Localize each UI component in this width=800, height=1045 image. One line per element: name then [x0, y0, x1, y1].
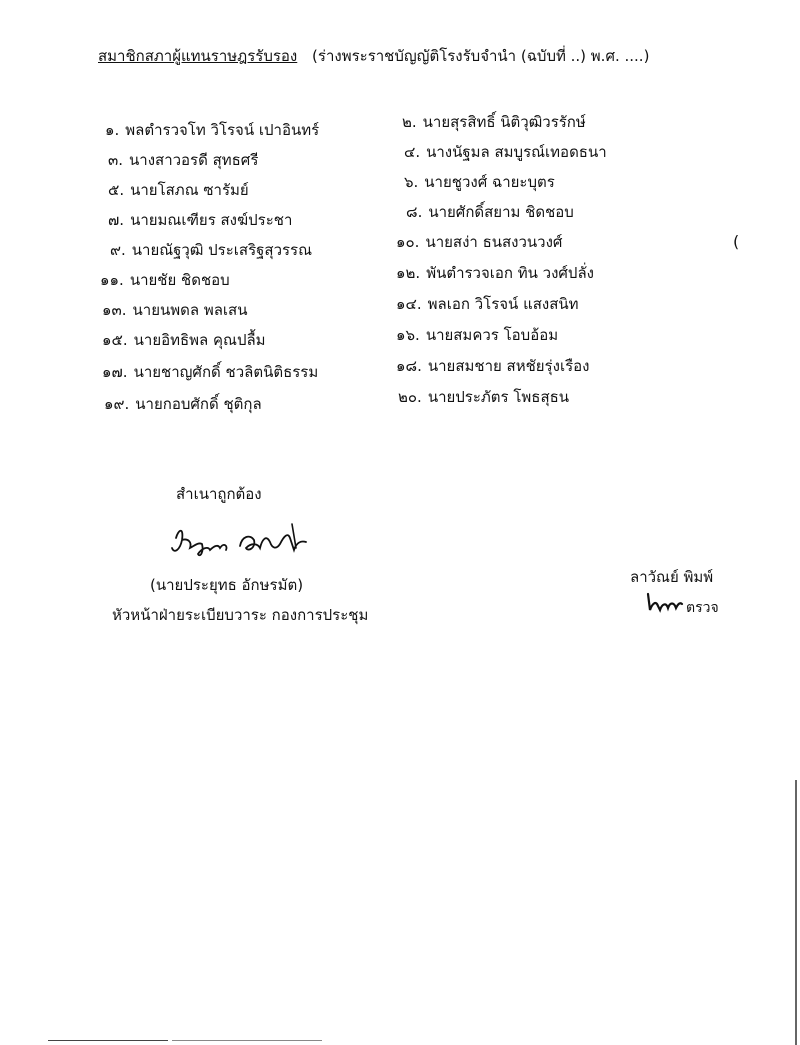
- member-name: นายชูวงศ์ ฉายะบุตร: [424, 173, 555, 191]
- member-name: นายสมชาย สหชัยรุ่งเรือง: [427, 357, 590, 375]
- member-item: [110, 238, 312, 262]
- page-edge-line: [48, 1040, 168, 1041]
- member-number: ๑๐.: [396, 233, 420, 251]
- member-item: [396, 292, 579, 316]
- member-item: [104, 392, 262, 416]
- member-number: ๗.: [108, 211, 125, 229]
- member-item: [102, 328, 266, 352]
- member-name: นายศักดิ์สยาม ชิดชอบ: [428, 203, 574, 221]
- member-item: [100, 268, 230, 292]
- member-item: [396, 354, 589, 378]
- header-subtitle: (ร่างพระราชบัญญัติโรงรับจำนำ (ฉบับที่ ..) พ.ศ. ....): [312, 47, 650, 65]
- member-number: ๑.: [105, 121, 120, 139]
- member-number: ๒๐.: [398, 388, 422, 406]
- member-item: [102, 360, 318, 384]
- checker-initials: [644, 590, 684, 614]
- member-name: นายประภัตร โพธสุธน: [427, 388, 570, 406]
- certification-label: สำเนาถูกต้อง: [176, 485, 262, 503]
- member-item: [108, 178, 249, 202]
- member-number: ๘.: [406, 203, 423, 221]
- scan-edge-line: [795, 780, 797, 1045]
- member-number: ๓.: [108, 151, 124, 169]
- member-name: นายสง่า ธนสงวนวงศ์: [425, 233, 563, 251]
- member-number: ๑๑.: [100, 271, 124, 289]
- member-number: ๕.: [108, 181, 125, 199]
- member-name: นายสุรสิทธิ์ นิติวุฒิวรรักษ์: [422, 113, 586, 131]
- member-item: [396, 261, 594, 285]
- member-name: พลตำรวจโท วิโรจน์ เปาอินทร์: [125, 121, 320, 139]
- member-item: [404, 140, 607, 164]
- member-number: ๑๖.: [396, 326, 420, 344]
- member-number: ๔.: [404, 143, 421, 161]
- stray-mark: (: [733, 232, 740, 251]
- member-item: [102, 298, 247, 322]
- page-edge-line: [172, 1040, 322, 1041]
- header-title: สมาชิกสภาผู้แทนราษฎรรับรอง: [98, 47, 298, 65]
- member-name: นายมณเฑียร สงฆ์ประชา: [130, 211, 293, 229]
- member-item: [108, 148, 258, 172]
- member-item: [108, 208, 292, 232]
- check-label: ตรวจ: [686, 600, 719, 616]
- member-name: นายสมควร โอบอ้อม: [425, 326, 559, 344]
- member-name: นายนพดล พลเสน: [132, 301, 248, 319]
- signer-name: (นายประยุทธ อักษรมัต): [150, 576, 304, 594]
- member-name: นายชาญศักดิ์ ชวลิตนิติธรรม: [133, 363, 319, 381]
- member-name: นายโสภณ ซารัมย์: [130, 181, 249, 199]
- member-name: นางนัฐมล สมบูรณ์เทอดธนา: [426, 143, 607, 161]
- member-number: ๑๙.: [104, 395, 130, 413]
- member-number: ๑๓.: [102, 301, 127, 319]
- member-name: นายอิทธิพล คุณปลื้ม: [133, 331, 266, 349]
- member-number: ๑๒.: [396, 264, 421, 282]
- member-number: ๖.: [404, 173, 419, 191]
- member-item: [406, 200, 574, 224]
- handwritten-signature: [168, 518, 318, 566]
- member-number: ๑๔.: [396, 295, 422, 313]
- member-name: นายชัย ชิดชอบ: [129, 271, 230, 289]
- member-item: [105, 118, 319, 142]
- member-item: [396, 230, 562, 254]
- member-number: ๑๘.: [396, 357, 422, 375]
- member-name: นายกอบศักดิ์ ชุติกุล: [135, 395, 262, 413]
- member-number: ๑๕.: [102, 331, 128, 349]
- member-item: [404, 170, 555, 194]
- member-name: นางสาวอรดี สุทธศรี: [129, 151, 259, 169]
- member-number: ๙.: [110, 241, 126, 259]
- member-item: [398, 385, 569, 409]
- member-item: [402, 110, 586, 134]
- document-header: [98, 44, 649, 68]
- member-name: พลเอก วิโรจน์ แสงสนิท: [427, 295, 579, 313]
- member-name: นายณัฐวุฒิ ประเสริฐสุวรรณ: [131, 241, 313, 259]
- member-number: ๒.: [402, 113, 417, 131]
- typist-label: ลาวัณย์ พิมพ์: [630, 568, 714, 586]
- member-item: [396, 323, 558, 347]
- member-number: ๑๗.: [102, 363, 128, 381]
- signer-title: หัวหน้าฝ่ายระเบียบวาระ กองการประชุม: [112, 606, 369, 624]
- member-name: พันตำรวจเอก ทิน วงศ์ปลั่ง: [426, 264, 594, 282]
